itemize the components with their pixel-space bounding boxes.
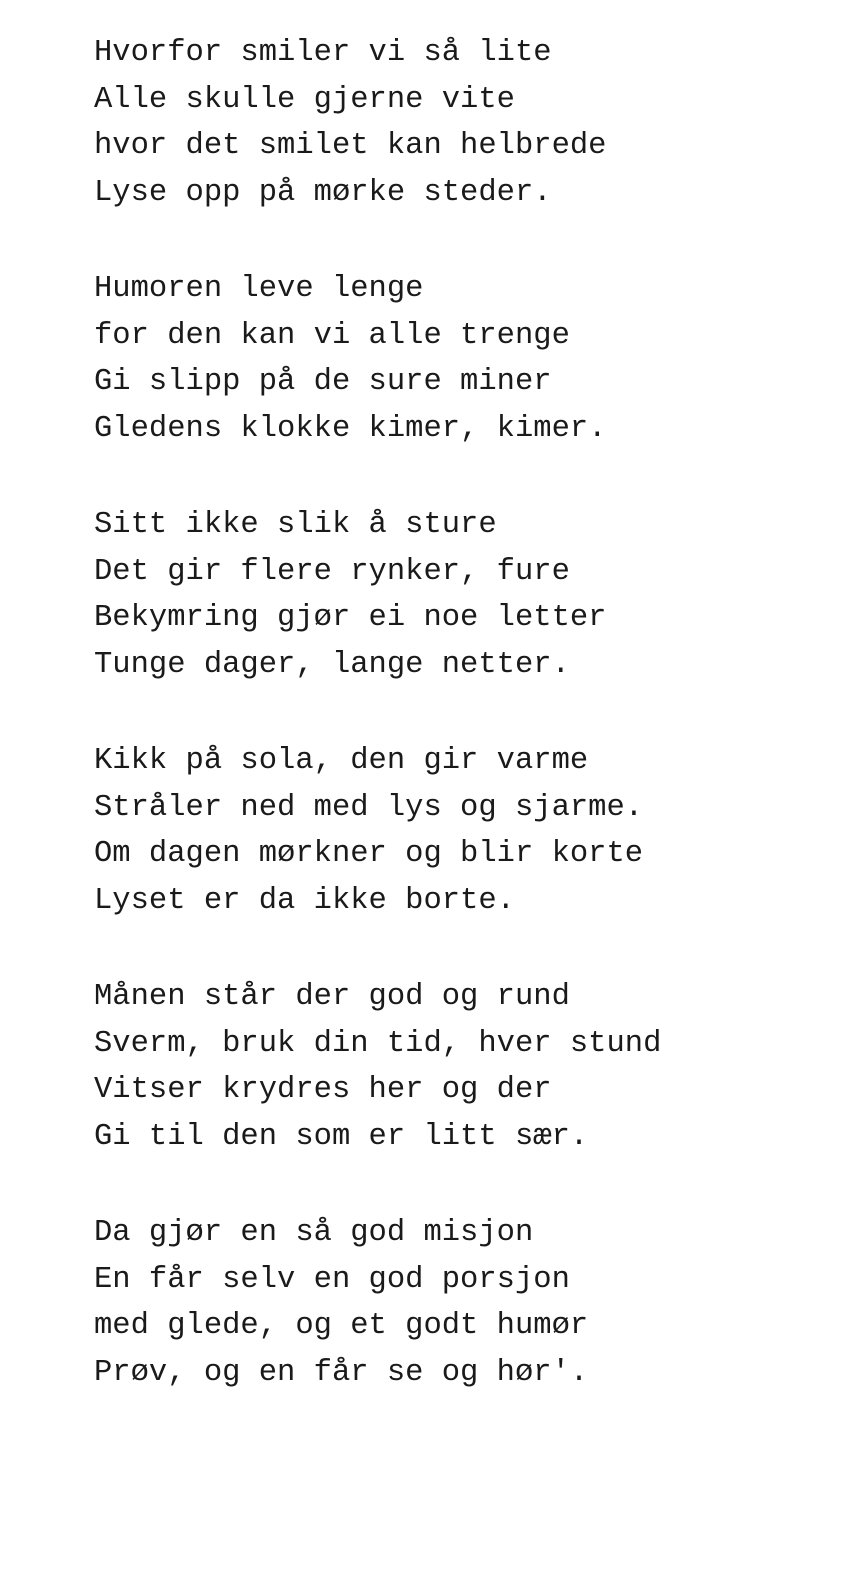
poem-line: Kikk på sola, den gir varme xyxy=(94,744,589,778)
poem-line: Lyset er da ikke borte. xyxy=(94,883,515,918)
poem-line: Gi slipp på de sure miner xyxy=(94,365,552,399)
poem-line: Månen står der god og rund xyxy=(94,980,570,1014)
poem-line: Stråler ned med lys og sjarme. xyxy=(94,790,644,825)
poem-line: Tunge dager, lange netter. xyxy=(94,647,570,682)
poem-line: En får selv en god porsjon xyxy=(94,1262,570,1297)
poem-line: Gi til den som er litt sær. xyxy=(94,1119,589,1154)
poem-line: Vitser krydres her og der xyxy=(94,1073,552,1107)
poem-line: Det gir flere rynker, fure xyxy=(94,554,570,589)
poem-line: Gledens klokke kimer, kimer. xyxy=(94,411,607,446)
poem-line: Om dagen mørkner og blir korte xyxy=(94,837,644,871)
poem-line: Alle skulle gjerne vite xyxy=(94,82,515,117)
poem-line: med glede, og et godt humør xyxy=(94,1309,589,1343)
stanza-4 xyxy=(94,738,834,924)
poem-line: hvor det smilet kan helbrede xyxy=(94,129,607,163)
poem-line: for den kan vi alle trenge xyxy=(94,318,570,353)
stanza-6 xyxy=(94,1210,834,1396)
poem-line: Humoren leve lenge xyxy=(94,272,424,306)
stanza-5 xyxy=(94,974,834,1160)
poem-line: Lyse opp på mørke steder. xyxy=(94,175,552,210)
poem-line: Da gjør en så god misjon xyxy=(94,1216,534,1250)
stanza-3 xyxy=(94,502,834,688)
poem-line: Hvorfor smiler vi så lite xyxy=(94,36,552,70)
poem-line: Bekymring gjør ei noe letter xyxy=(94,601,607,635)
poem-line: Sverm, bruk din tid, hver stund xyxy=(94,1026,662,1061)
poem-line: Prøv, og en får se og hør'. xyxy=(94,1355,589,1390)
poem xyxy=(94,30,834,1446)
poem-line: Sitt ikke slik å sture xyxy=(94,508,497,542)
stanza-1 xyxy=(94,30,834,216)
stanza-2 xyxy=(94,266,834,452)
